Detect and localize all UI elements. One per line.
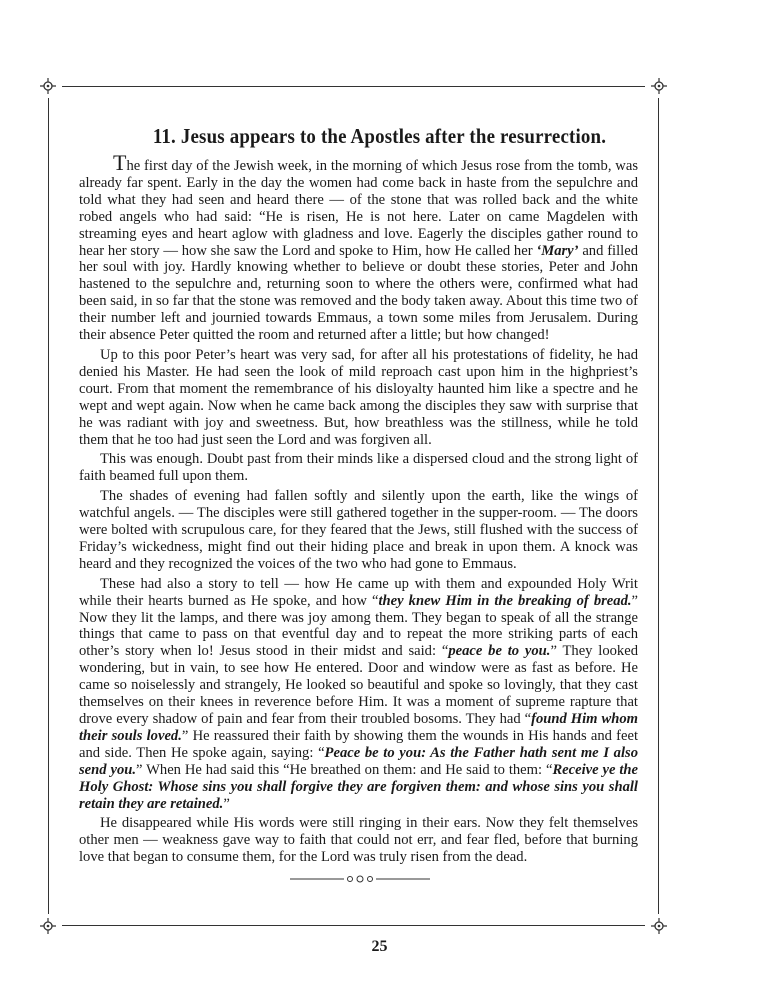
paragraph-5 xyxy=(79,576,638,813)
paragraph-text: and filled her soul with joy. Hardly knowing whether to believe or doubt these stories, Peter and John hastened to the sepulchre and, returning soon to where the others were, confirmed what had been said, in so far that the stone was removed and the body taken away. About this time two of their number left and journied towards Emmaus, a town some miles from Jerusalem. During their absence Peter quitted the room and returned after a little; but how changed! xyxy=(79,242,638,344)
paragraph-text: he first day of the Jewish week, in the morning of which Jesus rose from the tomb, was already far spent. Early in the day the women had come back in haste from the sepulchre and told what they had seen and heard there — of the stone that was rolled back and the white robed angels who had said: “He is risen, He is not here. Later on came Magdelen with streaming eyes and heart aglow with gladness and love. Eagerly the disciples gather round to hear her story — how she saw the Lord and spoke to Him, how He called her xyxy=(79,158,638,259)
border-left-rule xyxy=(48,98,49,914)
paragraph-text: ” He reassured their faith by showing them the wounds in His hands and feet and side. Then He spoke again, saying: “ xyxy=(79,727,638,761)
paragraph-text: ” Now they lit the lamps, and there was joy among them. They began to speak of all the strange things that came to pass on that eventful day and to repeat the more striking parts of each other’s story when lo! Jesus stood in their midst and said: “ xyxy=(79,592,638,660)
chapter-title: 11. Jesus appears to the Apostles after the resurrection. xyxy=(152,124,607,148)
paragraph-2: Up to this poor Peter’s heart was very sad, for after all his protestations of fidelity, he had denied his Master. He had seen the look of mild reproach cast upon him in the highpriest’s court. From that moment the remembrance of his disloyalty haunted him like a spectre and he wept and wept again. Now when he came back among the disciples they saw with surprise that he was radiant with joy and sweetness. But, how breathless was the stillness, while he told them that he too had just seen the Lord and was forgiven all. xyxy=(79,346,638,448)
emphasis-text: ‘Mary’ xyxy=(536,242,579,259)
page-number: 25 xyxy=(371,938,388,955)
paragraph-text: These had also a story to tell — how He came up with them and expounded Holy Writ while their hearts burned as He spoke, and how “ xyxy=(79,575,638,609)
border-top-rule xyxy=(62,86,645,87)
emphasis-text: Peace be to you: As the Father hath sent me I also send you. xyxy=(79,744,638,778)
paragraph-3: This was enough. Doubt past from their minds like a dispersed cloud and the strong light of faith beamed full upon them. xyxy=(79,451,638,485)
drop-cap: T xyxy=(113,150,127,175)
section-end-ornament-icon xyxy=(290,874,430,884)
emphasis-text: they knew Him in the breaking of bread. xyxy=(378,592,632,609)
paragraph-4: The shades of evening had fallen softly and silently upon the earth, like the wings of watchful angels. — The disciples were still gathered together in the supper-room. — The doors were bolted with scrupulous care, for they feared that the Jews, still flushed with the success of Friday’s wickedness, might find out their hiding place and break in upon them. A knock was heard and they recognized the voices of the two who had gone to Emmaus. xyxy=(79,488,638,572)
paragraph-text: ” They looked wondering, but in vain, to see how He entered. Door and window were as fast as before. He came so noiselessly and strangely, He looked so beautiful and spoke so lovingly, that they cast themselves on their knees in reverence before Him. It was a moment of supreme rapture that drove every shadow of pain and fear from their troubled bosoms. They had “ xyxy=(79,643,639,727)
border-bottom-rule xyxy=(62,925,645,926)
paragraph-1 xyxy=(79,150,638,344)
paragraph-text: ” When He had said this “He breathed on them: and He said to them: “ xyxy=(136,761,553,778)
emphasis-text: Receive ye the Holy Ghost: Whose sins you shall forgive they are forgiven them: and whose sins you shall retain they are retained. xyxy=(79,761,639,812)
corner-ornament-icon xyxy=(649,916,669,936)
emphasis-text: peace be to you. xyxy=(448,643,551,660)
emphasis-text: found Him whom their souls loved. xyxy=(79,711,638,744)
paragraph-text: ” xyxy=(223,795,230,812)
corner-ornament-icon xyxy=(38,76,58,96)
corner-ornament-icon xyxy=(38,916,58,936)
corner-ornament-icon xyxy=(649,76,669,96)
chapter-body xyxy=(79,150,639,869)
paragraph-6: He disappeared while His words were still ringing in their ears. Now they felt themselves other men — weakness gave way to faith that could not err, and fear fled, before that burning love that began to consume them, for the Lord was truly risen from the dead. xyxy=(79,815,638,866)
border-right-rule xyxy=(658,98,659,914)
